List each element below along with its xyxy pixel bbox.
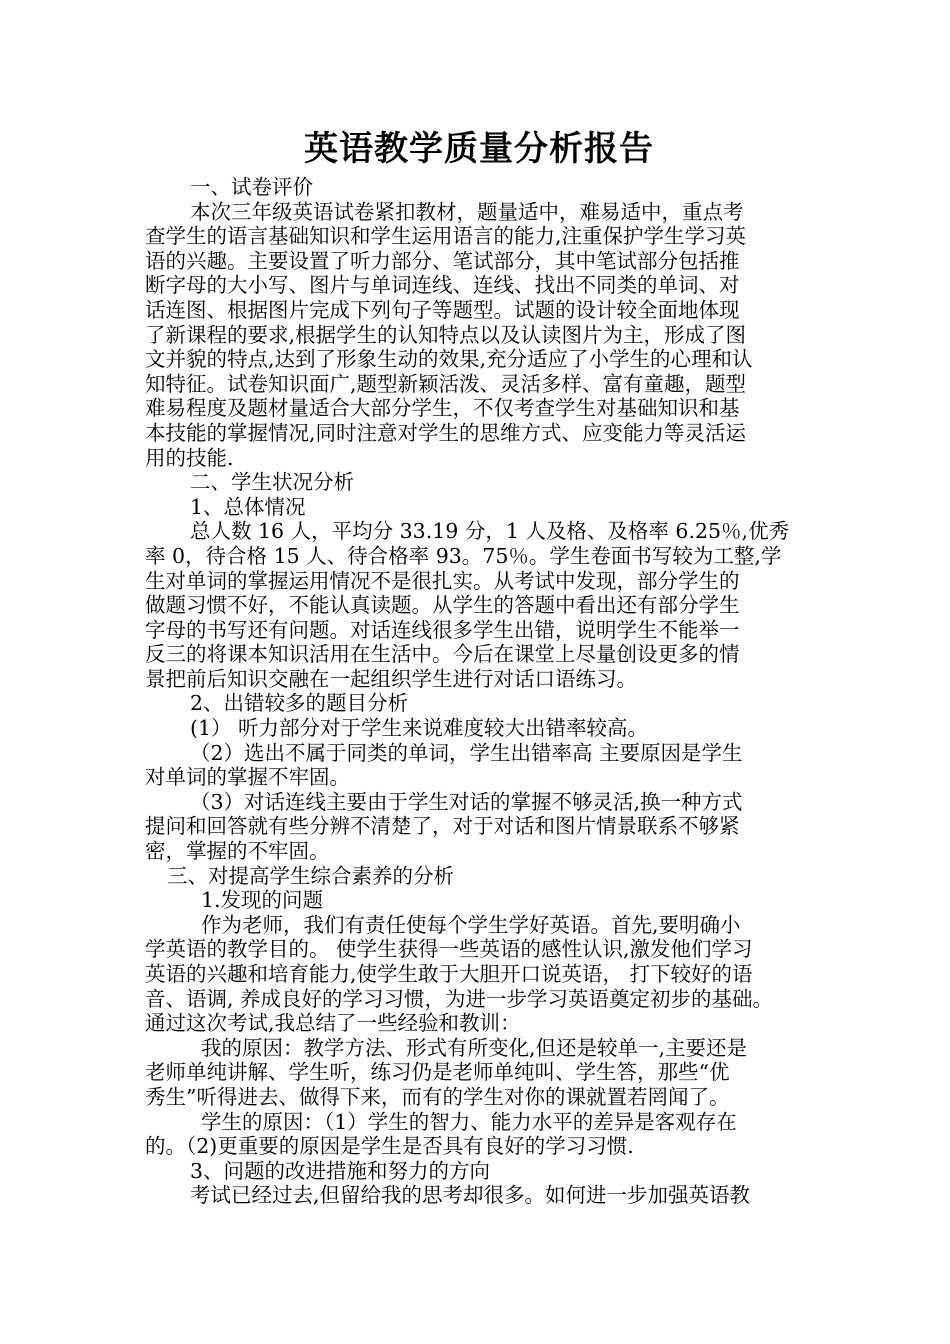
paragraph-line: 用的技能. xyxy=(145,445,234,470)
paragraph-line: 难易程度及题材量适合大部分学生，不仅考查学生对基础知识和基 xyxy=(145,396,740,421)
document-page xyxy=(145,127,813,1208)
paragraph-line: 二、学生状况分析 xyxy=(190,470,354,495)
paragraph-line: 文并貌的特点,达到了形象生动的效果,充分适应了小学生的心理和认 xyxy=(145,347,753,372)
paragraph-line: 查学生的语言基础知识和学生运用语言的能力,注重保护学生学习英 xyxy=(145,224,747,249)
paragraph-line: 了新课程的要求,根据学生的认知特点以及认读图片为主，形成了图 xyxy=(145,322,747,347)
paragraph-line: 1、总体情况 xyxy=(190,494,306,519)
paragraph-line: 提问和回答就有些分辨不清楚了，对于对话和图片情景联系不够紧 xyxy=(145,814,740,839)
paragraph-line: 的。（2)更重要的原因是学生是否具有良好的学习习惯. xyxy=(145,1134,634,1159)
paragraph-line: 对单词的掌握不牢固。 xyxy=(145,765,350,790)
document-title: 英语教学质量分析报告 xyxy=(304,129,654,169)
paragraph-line: 学生的原因：（1）学生的智力、能力水平的差异是客观存在 xyxy=(201,1109,737,1134)
paragraph-line: 字母的书写还有问题。对话连线很多学生出错，说明学生不能举一 xyxy=(145,617,740,642)
paragraph-line: 老师单纯讲解、学生听，练习仍是老师单纯叫、学生答，那些“优 xyxy=(145,1060,730,1085)
paragraph-line: (1） 听力部分对于学生来说难度较大出错率较高。 xyxy=(190,716,649,741)
paragraph-line: 秀生”听得进去、做得下来，而有的学生对你的课就置若罔闻了。 xyxy=(145,1084,730,1109)
document-body xyxy=(145,175,813,1208)
paragraph-line: 知特征。试卷知识面广,题型新颖活泼、灵活多样、富有童趣，题型 xyxy=(145,371,747,396)
paragraph-line: 反三的将课本知识活用在生活中。今后在课堂上尽量创设更多的情 xyxy=(145,642,740,667)
paragraph-line: 3、问题的改进措施和努力的方向 xyxy=(190,1158,491,1183)
paragraph-line: 密，掌握的不牢固。 xyxy=(145,839,330,864)
paragraph-line: 1.发现的问题 xyxy=(201,888,324,913)
paragraph-line: 本次三年级英语试卷紧扣教材，题量适中，难易适中，重点考 xyxy=(190,199,744,224)
paragraph-line: 断字母的大小写、图片与单词连线、连线、找出不同类的单词、对 xyxy=(145,273,740,298)
paragraph-line: 生对单词的掌握运用情况不是很扎实。从考试中发现，部分学生的 xyxy=(145,568,740,593)
paragraph-line: 通过这次考试,我总结了一些经验和教训： xyxy=(145,1011,521,1036)
paragraph-line: （3）对话连线主要由于学生对话的掌握不够灵活,换一种方式 xyxy=(190,789,743,814)
paragraph-line: 我的原因：教学方法、形式有所变化,但还是较单一,主要还是 xyxy=(201,1035,748,1060)
paragraph-line: 语的兴趣。主要设置了听力部分、笔试部分，其中笔试部分包括推 xyxy=(145,248,740,273)
paragraph-line: 2、出错较多的题目分析 xyxy=(190,691,409,716)
paragraph-line: 本技能的掌握情况,同时注意对学生的思维方式、应变能力等灵活运 xyxy=(145,420,747,445)
paragraph-line: 学英语的教学目的。 使学生获得一些英语的感性认识,激发他们学习 xyxy=(145,937,753,962)
paragraph-line: 做题习惯不好，不能认真读题。从学生的答题中看出还有部分学生 xyxy=(145,593,740,618)
paragraph-line: 一、试卷评价 xyxy=(190,175,313,199)
paragraph-line: 作为老师，我们有责任使每个学生学好英语。首先,要明确小 xyxy=(201,912,741,937)
paragraph-line: 总人数 16 人，平均分 33.19 分，1 人及格、及格率 6.25％,优秀 xyxy=(190,519,790,544)
paragraph-line: 景把前后知识交融在一起组织学生进行对话口语练习。 xyxy=(145,666,637,691)
paragraph-line: 音、语调, 养成良好的学习习惯，为进一步学习英语奠定初步的基础。 xyxy=(145,986,774,1011)
paragraph-line: 考试已经过去,但留给我的思考却很多。如何进一步加强英语教 xyxy=(190,1183,751,1208)
paragraph-line: 三、对提高学生综合素养的分析 xyxy=(167,863,454,888)
paragraph-line: 话连图、根据图片完成下列句子等题型。试题的设计较全面地体现 xyxy=(145,297,740,322)
paragraph-line: 英语的兴趣和培育能力,使学生敢于大胆开口说英语， 打下较好的语 xyxy=(145,962,753,986)
paragraph-line: 率 0，待合格 15 人、待合格率 93。75％。学生卷面书写较为工整,学 xyxy=(145,543,782,568)
paragraph-line: （2）选出不属于同类的单词，学生出错率高 主要原因是学生 xyxy=(190,740,743,765)
